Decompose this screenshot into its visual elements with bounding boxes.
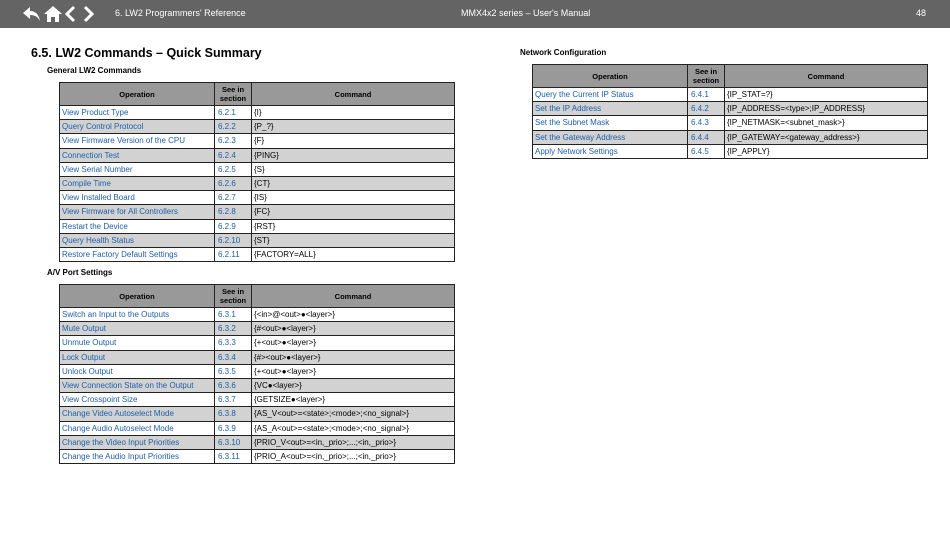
- section-reference-link[interactable]: 6.2.5: [215, 162, 252, 176]
- command-header: Command: [252, 285, 455, 308]
- table-row: [60, 233, 455, 247]
- section-reference-link[interactable]: 6.3.8: [215, 407, 252, 421]
- section-reference-link[interactable]: 6.2.2: [215, 120, 252, 134]
- operation-cell: [533, 144, 688, 158]
- command-cell: {PRIO_V<out>=<in,_prio>;...;<in,_prio>}: [252, 435, 455, 449]
- command-cell: {AS_A<out>=<state>;<mode>;<no_signal>}: [252, 421, 455, 435]
- operation-link[interactable]: Mute Output: [62, 324, 107, 334]
- operation-cell: [60, 191, 215, 205]
- operation-link[interactable]: Connection Test: [62, 150, 120, 160]
- command-cell: {IP_GATEWAY=<gateway_address>}: [725, 130, 928, 144]
- operation-cell: [60, 421, 215, 435]
- home-icon[interactable]: [43, 4, 63, 24]
- section-reference-link[interactable]: 6.3.2: [215, 322, 252, 336]
- section-reference-link[interactable]: 6.4.1: [688, 88, 725, 102]
- operation-cell: [60, 120, 215, 134]
- command-cell: {IP_NETMASK=<subnet_mask>}: [725, 116, 928, 130]
- operation-header: Operation: [60, 285, 215, 308]
- network-configuration-table: [532, 64, 928, 159]
- table-row: [60, 421, 455, 435]
- table-row: [60, 322, 455, 336]
- operation-link[interactable]: View Serial Number: [62, 164, 133, 174]
- section-reference-link[interactable]: 6.3.4: [215, 350, 252, 364]
- operation-link[interactable]: Apply Network Settings: [535, 146, 618, 156]
- table-row: [60, 148, 455, 162]
- section-reference-link[interactable]: 6.2.3: [215, 134, 252, 148]
- see-in-section-header: See in section: [215, 83, 252, 106]
- operation-header: Operation: [60, 83, 215, 106]
- command-cell: {IP_STAT=?}: [725, 88, 928, 102]
- operation-cell: [60, 435, 215, 449]
- command-cell: {P_?}: [252, 120, 455, 134]
- operation-cell: [533, 116, 688, 130]
- page-number: 48: [916, 8, 927, 18]
- operation-cell: [60, 350, 215, 364]
- section-reference-link[interactable]: 6.3.3: [215, 336, 252, 350]
- command-header: Command: [725, 65, 928, 88]
- section-reference-link[interactable]: 6.3.11: [215, 449, 252, 463]
- operation-cell: [60, 148, 215, 162]
- command-cell: {IS}: [252, 191, 455, 205]
- command-cell: {<in>@<out>●<layer>}: [252, 308, 455, 322]
- operation-link[interactable]: Query the Current IP Status: [535, 90, 634, 100]
- operation-cell: [60, 106, 215, 120]
- table-row: [60, 449, 455, 463]
- operation-cell: [60, 407, 215, 421]
- table-row: [60, 378, 455, 392]
- table-row: [533, 144, 928, 158]
- chapter-title: 6. LW2 Programmers' Reference: [115, 8, 246, 18]
- operation-cell: [60, 219, 215, 233]
- command-cell: {#><out>●<layer>}: [252, 350, 455, 364]
- top-bar: [0, 0, 950, 28]
- operation-cell: [60, 393, 215, 407]
- section-reference-link[interactable]: 6.2.9: [215, 219, 252, 233]
- section-reference-link[interactable]: 6.3.7: [215, 393, 252, 407]
- table-row: [533, 130, 928, 144]
- section-reference-link[interactable]: 6.3.10: [215, 435, 252, 449]
- operation-link[interactable]: Restart the Device: [62, 221, 128, 231]
- general-commands-heading: General LW2 Commands: [47, 66, 142, 75]
- operation-link[interactable]: Restore Factory Default Settings: [62, 249, 178, 259]
- command-cell: {IP_ADDRESS=<type>;IP_ADDRESS}: [725, 102, 928, 116]
- command-cell: {PRIO_A<out>=<in,_prio>;...;<in,_prio>}: [252, 449, 455, 463]
- operation-link[interactable]: Change Audio Autoselect Mode: [62, 423, 174, 433]
- section-title: 6.5. LW2 Commands – Quick Summary: [31, 46, 262, 60]
- command-cell: {#<out>●<layer>}: [252, 322, 455, 336]
- section-reference-link[interactable]: 6.2.8: [215, 205, 252, 219]
- operation-link[interactable]: Unlock Output: [62, 366, 113, 376]
- operation-cell: [60, 205, 215, 219]
- section-reference-link[interactable]: 6.4.4: [688, 130, 725, 144]
- command-cell: {ST}: [252, 233, 455, 247]
- table-row: [60, 308, 455, 322]
- operation-cell: [60, 449, 215, 463]
- command-cell: {VC●<layer>}: [252, 378, 455, 392]
- command-cell: {CT}: [252, 176, 455, 190]
- operation-header: Operation: [533, 65, 688, 88]
- operation-link[interactable]: View Connection State on the Output: [62, 381, 194, 391]
- operation-link[interactable]: Switch an Input to the Outputs: [62, 310, 170, 320]
- next-page-icon[interactable]: [80, 4, 100, 24]
- operation-cell: [60, 364, 215, 378]
- section-reference-link[interactable]: 6.2.10: [215, 233, 252, 247]
- operation-cell: [533, 102, 688, 116]
- table-row: [60, 120, 455, 134]
- table-row: [60, 205, 455, 219]
- operation-link[interactable]: View Firmware for All Controllers: [62, 207, 178, 217]
- command-cell: {+<out>●<layer>}: [252, 364, 455, 378]
- operation-cell: [60, 308, 215, 322]
- table-row: [60, 350, 455, 364]
- network-configuration-rows: [533, 88, 928, 159]
- command-cell: {+<out>●<layer>}: [252, 336, 455, 350]
- command-cell: {FACTORY=ALL}: [252, 247, 455, 261]
- operation-cell: [60, 322, 215, 336]
- operation-link[interactable]: View Firmware Version of the CPU: [62, 136, 186, 146]
- operation-link[interactable]: View Installed Board: [62, 193, 135, 203]
- operation-link[interactable]: Change Video Autoselect Mode: [62, 409, 174, 419]
- table-row: [533, 116, 928, 130]
- command-header: Command: [252, 83, 455, 106]
- section-reference-link[interactable]: 6.2.1: [215, 106, 252, 120]
- section-reference-link[interactable]: 6.4.3: [688, 116, 725, 130]
- operation-cell: [60, 233, 215, 247]
- operation-cell: [60, 162, 215, 176]
- command-cell: {S}: [252, 162, 455, 176]
- section-reference-link[interactable]: 6.3.1: [215, 308, 252, 322]
- see-in-section-header: See in section: [688, 65, 725, 88]
- section-reference-link[interactable]: 6.2.6: [215, 176, 252, 190]
- manual-title: MMX4x2 series – User's Manual: [461, 8, 591, 18]
- section-reference-link[interactable]: 6.2.11: [215, 247, 252, 261]
- operation-cell: [60, 336, 215, 350]
- operation-cell: [60, 247, 215, 261]
- table-row: [60, 393, 455, 407]
- table-row: [60, 407, 455, 421]
- command-cell: {RST}: [252, 219, 455, 233]
- section-reference-link[interactable]: 6.2.4: [215, 148, 252, 162]
- operation-link[interactable]: Change the Video Input Priorities: [62, 437, 180, 447]
- network-configuration-heading: Network Configuration: [520, 48, 607, 57]
- table-row: [60, 191, 455, 205]
- section-reference-link[interactable]: 6.2.7: [215, 191, 252, 205]
- back-icon[interactable]: [22, 4, 42, 24]
- operation-cell: [60, 176, 215, 190]
- operation-link[interactable]: Query Health Status: [62, 235, 135, 245]
- general-commands-table: [59, 82, 455, 262]
- operation-cell: [533, 88, 688, 102]
- operation-link[interactable]: Set the Subnet Mask: [535, 118, 610, 128]
- command-cell: {F}: [252, 134, 455, 148]
- operation-cell: [60, 378, 215, 392]
- section-reference-link[interactable]: 6.3.5: [215, 364, 252, 378]
- command-cell: {GETSIZE●<layer>}: [252, 393, 455, 407]
- operation-link[interactable]: Change the Audio Input Priorities: [62, 451, 179, 461]
- table-row: [60, 162, 455, 176]
- operation-link[interactable]: View Crosspoint Size: [62, 395, 138, 405]
- command-cell: {FC}: [252, 205, 455, 219]
- command-cell: {PING}: [252, 148, 455, 162]
- operation-cell: [533, 130, 688, 144]
- table-row: [60, 106, 455, 120]
- av-port-settings-heading: A/V Port Settings: [47, 268, 113, 277]
- table-row: [60, 134, 455, 148]
- table-row: [60, 336, 455, 350]
- section-reference-link[interactable]: 6.4.5: [688, 144, 725, 158]
- av-port-settings-table: [59, 284, 455, 464]
- operation-link[interactable]: Set the IP Address: [535, 104, 602, 114]
- see-in-section-header: See in section: [215, 285, 252, 308]
- table-row: [60, 364, 455, 378]
- section-reference-link[interactable]: 6.3.9: [215, 421, 252, 435]
- operation-cell: [60, 134, 215, 148]
- general-commands-rows: [60, 106, 455, 262]
- operation-link[interactable]: Unmute Output: [62, 338, 117, 348]
- command-cell: {I}: [252, 106, 455, 120]
- table-row: [60, 247, 455, 261]
- table-row: [60, 176, 455, 190]
- section-reference-link[interactable]: 6.3.6: [215, 378, 252, 392]
- section-reference-link[interactable]: 6.4.2: [688, 102, 725, 116]
- table-row: [60, 435, 455, 449]
- av-port-settings-rows: [60, 308, 455, 464]
- operation-link[interactable]: Lock Output: [62, 352, 106, 362]
- table-row: [533, 88, 928, 102]
- table-row: [60, 219, 455, 233]
- operation-link[interactable]: Query Control Protocol: [62, 122, 144, 132]
- operation-link[interactable]: Set the Gateway Address: [535, 132, 626, 142]
- command-cell: {AS_V<out>=<state>;<mode>;<no_signal>}: [252, 407, 455, 421]
- command-cell: {IP_APPLY}: [725, 144, 928, 158]
- operation-link[interactable]: View Product Type: [62, 108, 129, 118]
- table-row: [533, 102, 928, 116]
- operation-link[interactable]: Compile Time: [62, 179, 111, 189]
